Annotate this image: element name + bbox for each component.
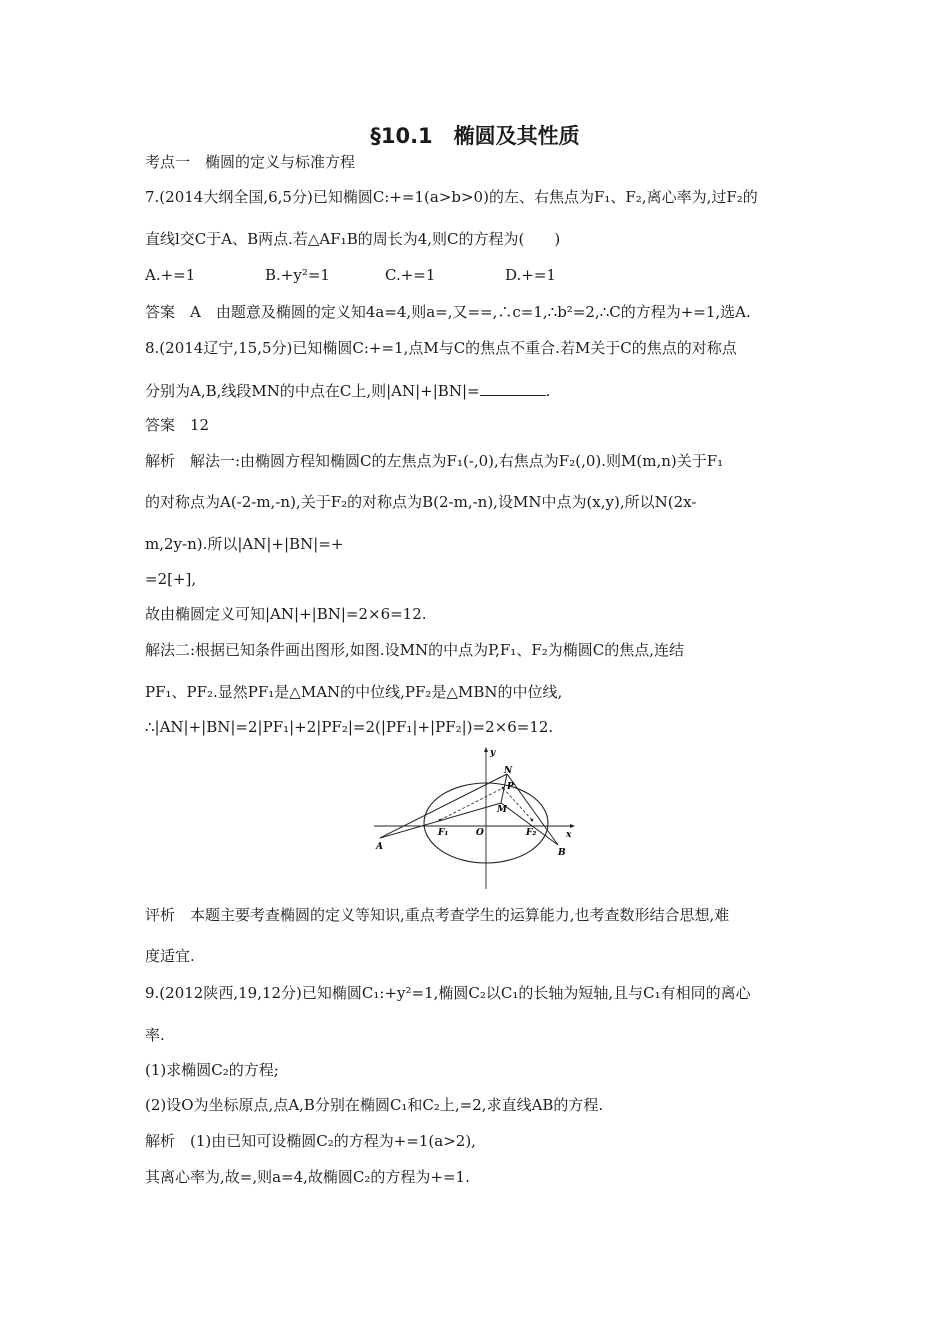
q8-stem-line2-end: .	[545, 382, 551, 400]
q8-comment-line2: 度适宜.	[145, 947, 195, 965]
q8-solution-line4: =2[+],	[145, 570, 197, 588]
label-f1: F₁	[438, 828, 449, 838]
q9-solution-line2: 其离心率为,故=,则a=4,故椭圆C₂的方程为+=1.	[145, 1168, 470, 1186]
q8-method2-line1: 解法二:根据已知条件画出图形,如图.设MN的中点为P,F₁、F₂为椭圆C的焦点,连结	[145, 641, 684, 659]
q9-stem-line2: 率.	[145, 1026, 165, 1044]
q7-option-d: D.+=1	[505, 266, 556, 284]
label-a: A	[376, 842, 383, 852]
q7-stem-line1: 7.(2014大纲全国,6,5分)已知椭圆C:+=1(a>b>0)的左、右焦点为F₁、F₂,离心率为,过F₂的	[145, 188, 758, 206]
q8-stem-line2-text: 分别为A,B,线段MN的中点在C上,则|AN|+|BN|=	[145, 382, 480, 400]
q9-part2: (2)设O为坐标原点,点A,B分别在椭圆C₁和C₂上,=2,求直线AB的方程.	[145, 1096, 604, 1114]
q8-answer: 答案 12	[145, 416, 210, 434]
q7-stem-line2: 直线l交C于A、B两点.若△AF₁B的周长为4,则C的方程为( )	[145, 230, 561, 248]
q7-options	[145, 265, 810, 285]
segment-mb	[501, 803, 558, 845]
point-f2	[531, 819, 534, 822]
y-axis-arrow	[484, 747, 488, 752]
label-y: y	[490, 748, 496, 758]
label-m: M	[497, 805, 507, 815]
label-p: P	[507, 782, 514, 792]
label-x: x	[566, 830, 572, 840]
q7-answer: 答案 A 由题意及椭圆的定义知4a=4,则a=,又==,∴c=1,∴b²=2,∴C的方程为+=1,选A.	[145, 303, 751, 321]
q8-solution-line5: 故由椭圆定义可知|AN|+|BN|=2×6=12.	[145, 605, 427, 623]
q9-stem-line1: 9.(2012陕西,19,12分)已知椭圆C₁:+y²=1,椭圆C₂以C₁的长轴为短轴,且与C₁有相同的离心	[145, 984, 751, 1002]
ellipse-diagram	[372, 745, 582, 895]
q8-comment-line1: 评析 本题主要考查椭圆的定义等知识,重点考查学生的运算能力,也考查数形结合思想,难	[145, 906, 730, 924]
section-title: §10.1 椭圆及其性质	[370, 124, 580, 148]
label-o: O	[476, 828, 484, 838]
q7-option-a: A.+=1	[145, 266, 196, 284]
segment-pf1	[440, 788, 503, 820]
q8-method2-line2: PF₁、PF₂.显然PF₁是△MAN的中位线,PF₂是△MBN的中位线,	[145, 683, 563, 701]
q8-stem-line2	[145, 381, 810, 401]
q9-part1: (1)求椭圆C₂的方程;	[145, 1061, 279, 1079]
x-axis-arrow	[570, 824, 575, 828]
point-f1	[439, 819, 442, 822]
label-f2: F₂	[526, 828, 537, 838]
point-p	[502, 787, 505, 790]
q8-solution-line3: m,2y-n).所以|AN|+|BN|=+	[145, 535, 344, 553]
answer-blank	[480, 381, 546, 396]
label-n: N	[504, 766, 513, 776]
q8-stem-line1: 8.(2014辽宁,15,5分)已知椭圆C:+=1,点M与C的焦点不重合.若M关于C的焦点的对称点	[145, 339, 737, 357]
q9-solution-line1: 解析 (1)由已知可设椭圆C₂的方程为+=1(a>2),	[145, 1132, 476, 1150]
q7-option-b: B.+y²=1	[265, 266, 330, 284]
label-b: B	[558, 848, 566, 858]
q8-method2-line3: ∴|AN|+|BN|=2|PF₁|+2|PF₂|=2(|PF₁|+|PF₂|)=2×6=12.	[145, 718, 554, 736]
ellipse-figure	[372, 745, 582, 895]
q8-solution-line2: 的对称点为A(-2-m,-n),关于F₂的对称点为B(2-m,-n),设MN中点为(x,y),所以N(2x-	[145, 493, 697, 511]
q7-option-c: C.+=1	[385, 266, 436, 284]
q8-solution-line1: 解析 解法一:由椭圆方程知椭圆C的左焦点为F₁(-,0),右焦点为F₂(,0).则M(m,n)关于F₁	[145, 452, 724, 470]
topic-heading: 考点一 椭圆的定义与标准方程	[145, 153, 356, 171]
